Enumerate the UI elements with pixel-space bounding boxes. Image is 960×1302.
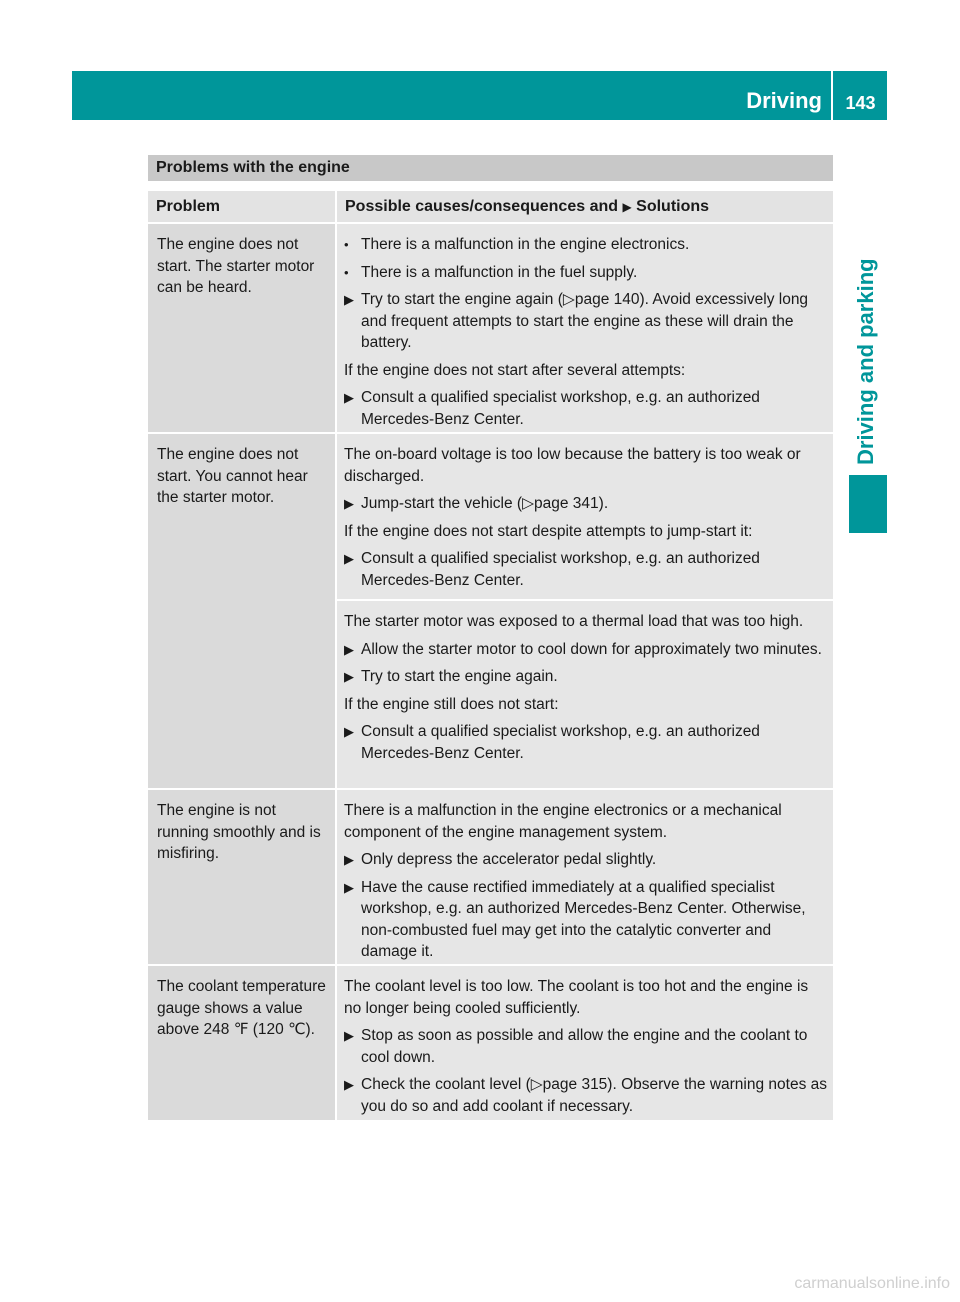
action-item	[344, 387, 827, 430]
info-text: There is a malfunction in the engine electronics or a mechanical component of the engine management system.	[344, 802, 782, 841]
page-reference-link[interactable]: page 140). Avoid excessively long and frequent attempts to start the engine as these will drain the battery.	[361, 291, 809, 351]
page-ref-icon: ▷	[522, 495, 535, 512]
bullet-icon: •	[344, 264, 349, 280]
solution-cell	[337, 601, 833, 788]
action-text: Jump-start the vehicle (	[361, 495, 523, 512]
solution-cell	[337, 790, 833, 964]
action-item	[344, 721, 827, 764]
page-reference-link[interactable]: page 315). Observe the warning notes as you do so and add coolant if necessary.	[361, 1076, 827, 1115]
action-arrow-icon: ▶	[622, 200, 632, 214]
solution-cell	[337, 434, 833, 599]
page-number: 143	[845, 93, 876, 113]
action-arrow-icon: ▶	[344, 390, 354, 405]
side-tab-marker	[849, 475, 887, 533]
action-text: Consult a qualified specialist workshop, e.g. an authorized Mercedes-Benz Center.	[361, 723, 760, 762]
action-text: Stop as soon as possible and allow the engine and the coolant to cool down.	[361, 1027, 808, 1066]
cause-item	[344, 262, 827, 284]
info-text: If the engine does not start despite attempts to jump-start it:	[344, 522, 753, 540]
action-text: Try to start the engine again (	[361, 291, 563, 308]
column-header-solutions-text: Possible causes/consequences and	[345, 198, 619, 215]
action-arrow-icon: ▶	[344, 1077, 354, 1092]
action-text: Check the coolant level (	[361, 1076, 531, 1093]
action-item	[344, 1025, 827, 1068]
action-arrow-icon: ▶	[344, 852, 354, 867]
action-arrow-icon: ▶	[344, 551, 354, 566]
page-reference-link[interactable]: page 341).	[534, 495, 609, 512]
action-item	[344, 1074, 827, 1117]
problem-cell: The coolant temperature gauge shows a value above 248 ℉ (120 ℃).	[148, 966, 335, 1120]
solution-cell	[337, 224, 833, 432]
action-text: Try to start the engine again.	[361, 668, 558, 685]
cause-item	[344, 234, 827, 256]
action-text: Consult a qualified specialist workshop, e.g. an authorized Mercedes-Benz Center.	[361, 550, 760, 589]
info-text: The starter motor was exposed to a thermal load that was too high.	[344, 613, 804, 630]
action-item	[344, 666, 827, 688]
page-ref-icon: ▷	[530, 1076, 543, 1093]
action-arrow-icon: ▶	[344, 669, 354, 684]
column-header-solutions	[337, 191, 833, 222]
cause-text: There is a malfunction in the engine electronics.	[361, 236, 690, 253]
action-item	[344, 639, 827, 661]
problem-cell: The engine does not start. You cannot hear the starter motor.	[148, 434, 335, 788]
column-header-solutions-suffix: Solutions	[636, 198, 710, 215]
table-title: Problems with the engine	[148, 155, 833, 181]
problem-cell: The engine does not start. The starter motor can be heard.	[148, 224, 335, 432]
action-item	[344, 877, 827, 963]
side-tab-label: Driving and parking	[853, 258, 878, 465]
header-divider	[831, 71, 833, 120]
info-text: The coolant level is too low. The coolant is too hot and the engine is no longer being cooled sufficiently.	[344, 978, 809, 1017]
footer-watermark: carmanualsonline.info	[794, 1275, 950, 1292]
action-item	[344, 849, 827, 871]
problem-cell: The engine is not running smoothly and is misfiring.	[148, 790, 335, 964]
action-text: Consult a qualified specialist workshop, e.g. an authorized Mercedes-Benz Center.	[361, 389, 760, 428]
cause-text: There is a malfunction in the fuel supply.	[361, 263, 638, 281]
info-text: The on-board voltage is too low because the battery is too weak or discharged.	[344, 446, 801, 485]
action-text: Have the cause rectified immediately at a qualified specialist workshop, e.g. an authorized Mercedes-Benz Center. Otherwise, non-combusted fuel may get into the catalytic converter and damage it.	[361, 878, 806, 960]
column-header-problem: Problem	[148, 191, 335, 222]
action-arrow-icon: ▶	[344, 724, 354, 739]
section-title-header: Driving	[746, 88, 822, 113]
action-item	[344, 289, 827, 354]
info-text: If the engine still does not start:	[344, 695, 559, 713]
solution-cell	[337, 966, 833, 1120]
page-ref-icon: ▷	[562, 291, 575, 308]
action-arrow-icon: ▶	[344, 1028, 354, 1043]
action-arrow-icon: ▶	[344, 641, 354, 657]
action-text: Only depress the accelerator pedal slightly.	[361, 851, 657, 868]
action-item	[344, 548, 827, 591]
action-text: Allow the starter motor to cool down for approximately two minutes.	[361, 640, 822, 658]
action-arrow-icon: ▶	[344, 496, 354, 511]
info-text: If the engine does not start after several attempts:	[344, 361, 686, 379]
bullet-icon: •	[344, 237, 349, 252]
action-item	[344, 493, 827, 515]
action-arrow-icon: ▶	[344, 292, 354, 307]
action-arrow-icon: ▶	[344, 879, 354, 895]
